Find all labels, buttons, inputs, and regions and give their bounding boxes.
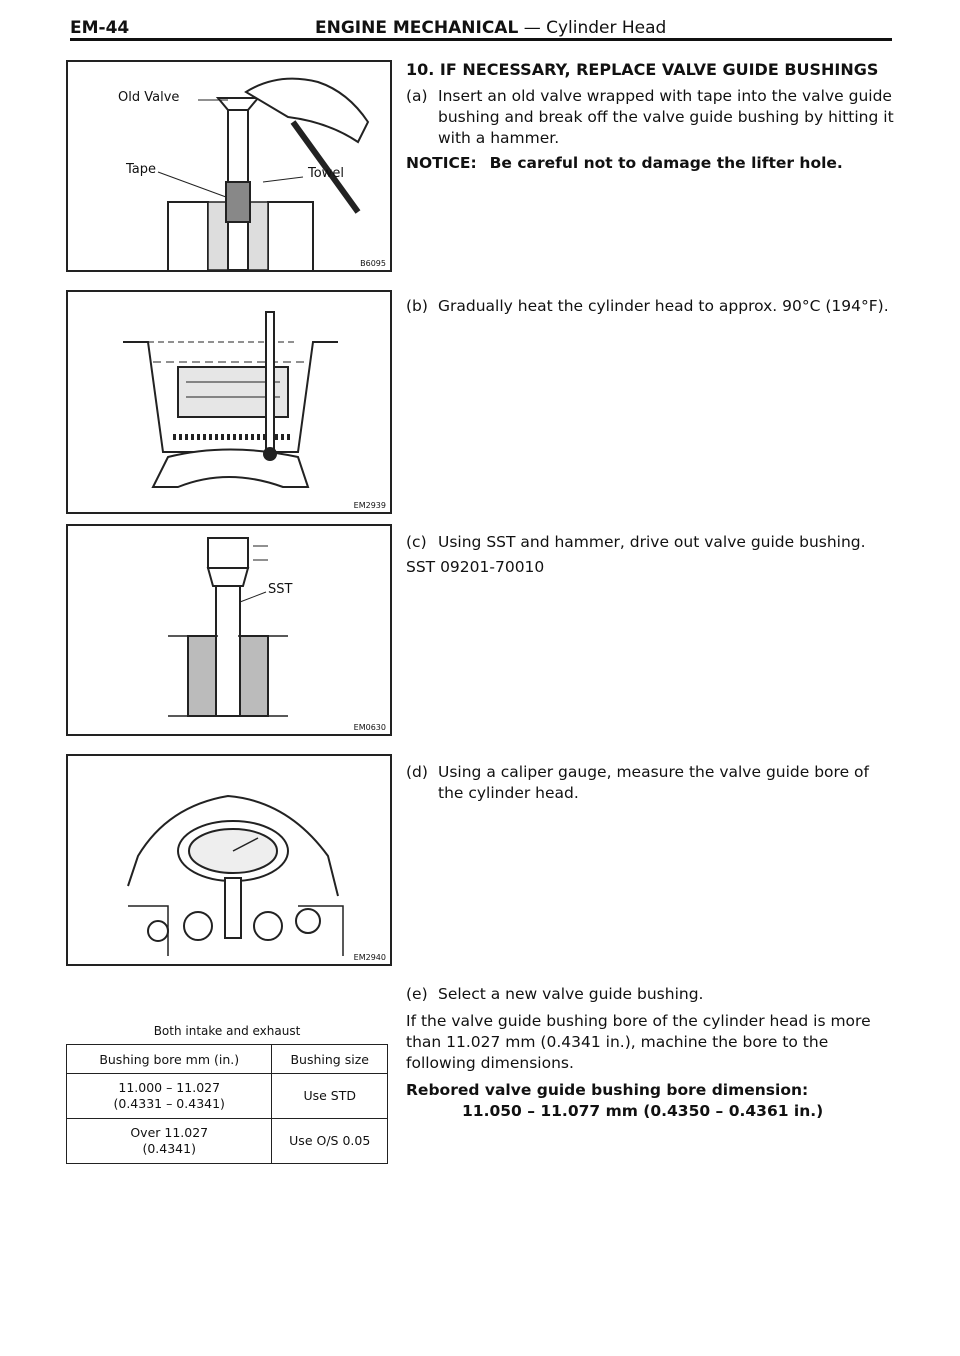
bore-line2: (0.4331 – 0.4341) — [113, 1096, 225, 1111]
section-title — [315, 18, 666, 38]
label-tape: Tape — [126, 162, 157, 177]
step-heading — [406, 60, 878, 79]
step-b-label: (b) — [406, 297, 428, 315]
notice-text: Be careful not to damage the lifter hole. — [489, 154, 843, 172]
step-c-label: (c) — [406, 533, 427, 551]
figure-code: EM2940 — [353, 953, 386, 962]
table-caption: Both intake and exhaust — [153, 1024, 301, 1038]
step-c — [406, 532, 896, 578]
table-cell-bore — [67, 1074, 272, 1119]
figure-caliper-gauge — [66, 754, 392, 966]
step-e-label: (e) — [406, 985, 428, 1003]
step-title: IF NECESSARY, REPLACE VALVE GUIDE BUSHINGS — [439, 60, 879, 79]
heating-pan-illustration — [68, 292, 390, 512]
table-header-size: Bushing size — [272, 1045, 388, 1074]
step-d-label: (d) — [406, 763, 428, 781]
figure-old-valve — [66, 60, 392, 272]
sst-number: SST 09201-70010 — [406, 558, 545, 576]
table-cell-size: Use STD — [272, 1074, 388, 1119]
figure-heating-pan — [66, 290, 392, 514]
step-a-text: Insert an old valve wrapped with tape into the valve guide bushing and break off the valve guide bushing by hitting it with a hammer. — [438, 87, 894, 147]
step-b — [406, 296, 896, 317]
header-rule — [70, 38, 892, 41]
table-row — [67, 1074, 388, 1119]
label-towel: Towel — [308, 166, 344, 181]
step-e-text: Select a new valve guide bushing. — [438, 985, 704, 1003]
caliper-gauge-illustration — [68, 756, 390, 964]
table-header-row — [67, 1045, 388, 1074]
figure-sst — [66, 524, 392, 736]
step-number: 10. — [406, 60, 435, 79]
step-d — [406, 762, 896, 804]
notice-label: NOTICE: — [406, 154, 477, 172]
section-title-rest: — Cylinder Head — [518, 18, 667, 38]
spec-title: Rebored valve guide bushing bore dimension: — [406, 1081, 809, 1099]
step-d-text: Using a caliper gauge, measure the valve guide bore of the cylinder head. — [438, 763, 869, 802]
bore-line2: (0.4341) — [142, 1141, 196, 1156]
page-code: EM-44 — [70, 18, 130, 38]
notice — [406, 153, 896, 174]
table-cell-size: Use O/S 0.05 — [272, 1119, 388, 1164]
label-old-valve: Old Valve — [118, 90, 180, 105]
label-sst: SST — [268, 582, 293, 597]
step-e — [406, 984, 896, 1122]
sst-illustration — [68, 526, 390, 734]
step-e-detail: If the valve guide bushing bore of the cylinder head is more than 11.027 mm (0.4341 in.), machine the bore to the following dimensions. — [406, 1012, 871, 1072]
table-cell-bore — [67, 1119, 272, 1164]
spec-value: 11.050 – 11.077 mm (0.4350 – 0.4361 in.) — [462, 1102, 824, 1120]
figure-code: EM0630 — [353, 723, 386, 732]
step-a-label: (a) — [406, 87, 428, 105]
table-row — [67, 1119, 388, 1164]
step-c-text: Using SST and hammer, drive out valve guide bushing. — [438, 533, 866, 551]
step-b-text: Gradually heat the cylinder head to approx. 90°C (194°F). — [438, 297, 889, 315]
figure-code: B6095 — [360, 259, 386, 268]
bore-line1: 11.000 – 11.027 — [118, 1080, 221, 1095]
section-title-bold: ENGINE MECHANICAL — [315, 18, 519, 38]
table-header-bore: Bushing bore mm (in.) — [67, 1045, 272, 1074]
step-a — [406, 86, 896, 174]
bore-line1: Over 11.027 — [130, 1125, 209, 1140]
bushing-size-table — [66, 1044, 388, 1164]
figure-code: EM2939 — [353, 501, 386, 510]
